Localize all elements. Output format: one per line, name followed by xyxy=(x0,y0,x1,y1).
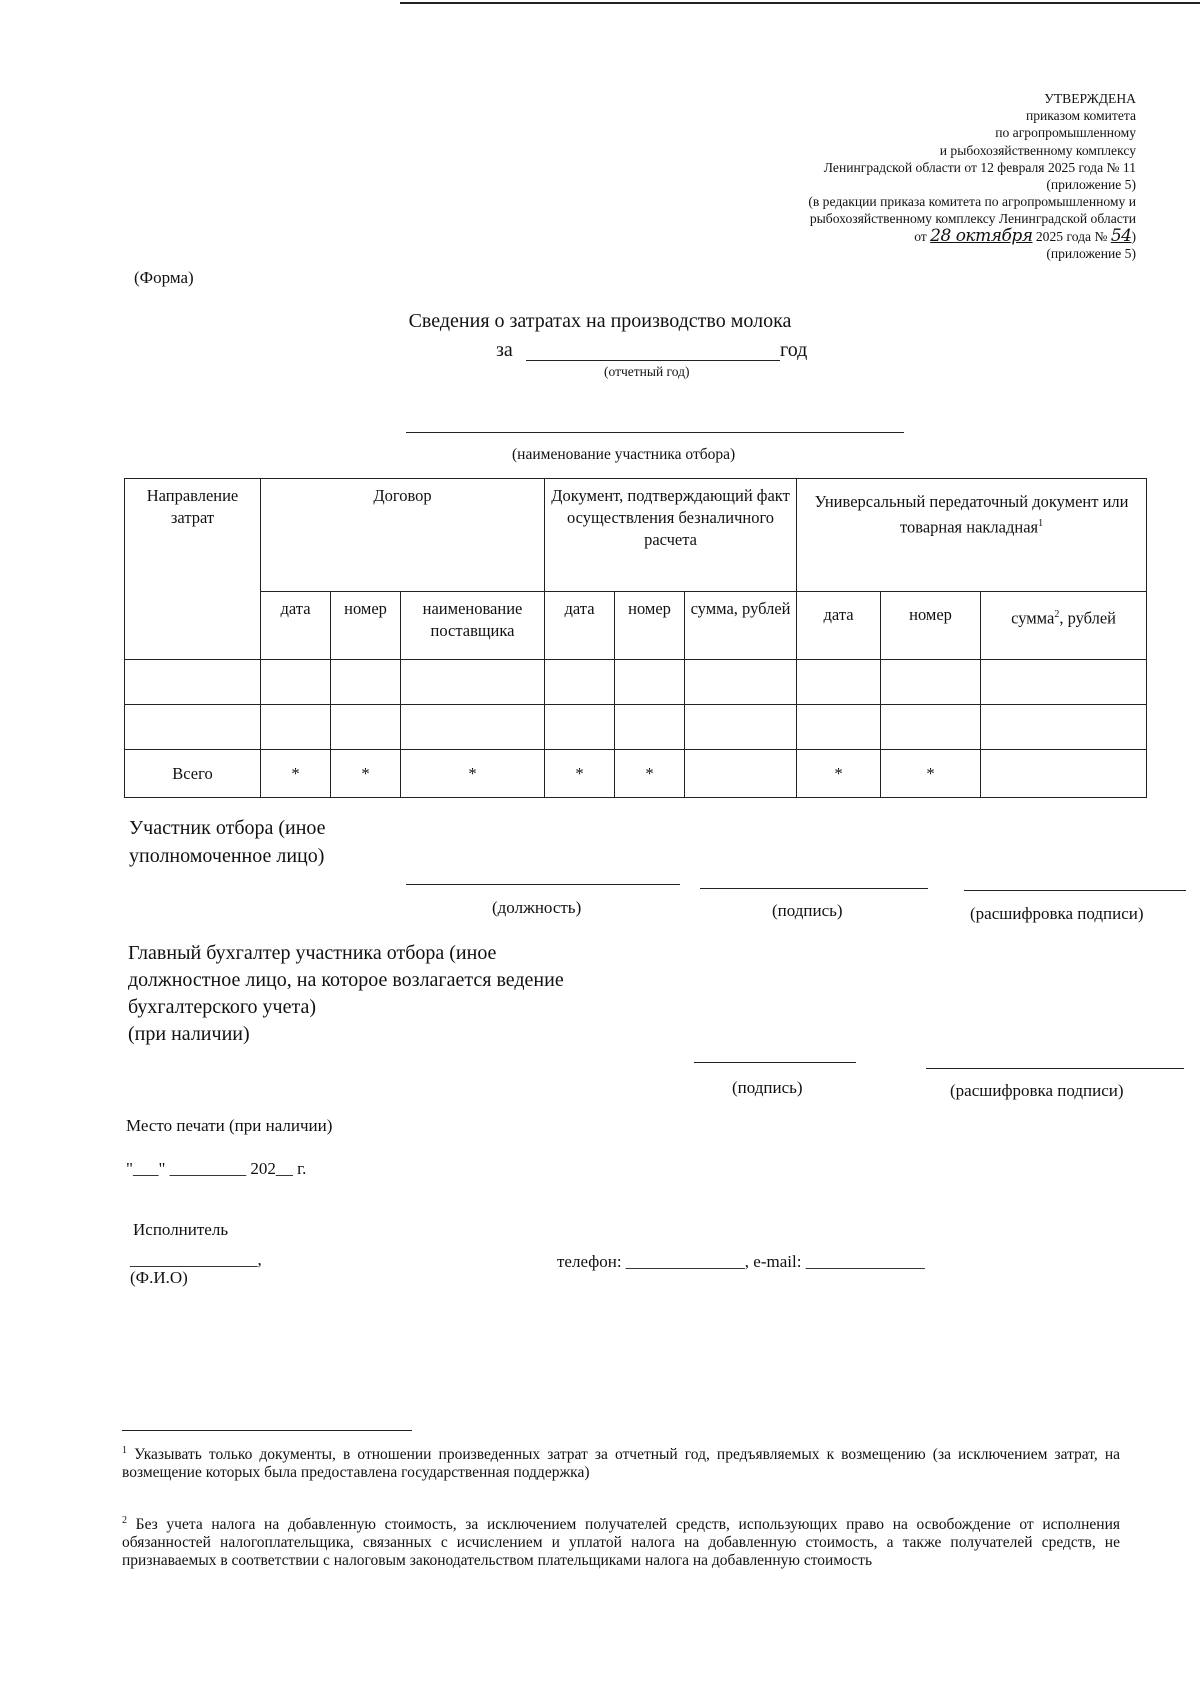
total-cell[interactable] xyxy=(981,750,1147,798)
accountant-label-3: бухгалтерского учета) xyxy=(128,996,317,1018)
participant-label-2: уполномоченное лицо) xyxy=(129,845,325,867)
accountant-signature-line xyxy=(694,1062,856,1063)
approval-date-line xyxy=(576,225,1136,246)
accountant-label-2: должностное лицо, на которое возлагается ведение xyxy=(128,969,564,991)
form-label: (Форма) xyxy=(134,268,194,287)
total-cell: * xyxy=(545,750,615,798)
subheader-row xyxy=(125,592,1147,660)
header-upd xyxy=(797,479,1147,592)
sub-contract-number: номер xyxy=(331,592,401,660)
table-cell[interactable] xyxy=(981,660,1147,705)
header-upd-text: Универсальный передаточный документ или товарная накладная xyxy=(814,492,1129,537)
accountant-label-1: Главный бухгалтер участника отбора (иное xyxy=(128,942,497,964)
approval-line-8: рыбохозяйственному комплексу Ленинградской области xyxy=(809,211,1136,227)
table-cell[interactable] xyxy=(685,705,797,750)
total-cell: * xyxy=(331,750,401,798)
approval-line-4: и рыбохозяйственному комплексу xyxy=(939,142,1136,158)
position-caption: (должность) xyxy=(492,898,582,917)
sub-payment-number: номер xyxy=(615,592,685,660)
footnote-ref-2: 2 xyxy=(1054,609,1060,620)
decryption-line xyxy=(964,890,1186,891)
approval-ot: от xyxy=(914,228,927,244)
accountant-decryption-line xyxy=(926,1068,1184,1069)
total-cell: * xyxy=(261,750,331,798)
header-contract: Договор xyxy=(261,479,545,592)
footnote-2 xyxy=(122,1512,1120,1570)
executor-label: Исполнитель xyxy=(133,1220,229,1239)
fio-caption: (Ф.И.О) xyxy=(130,1268,188,1287)
approval-block xyxy=(576,90,1136,262)
footnote-ref-1: 1 xyxy=(1038,518,1044,529)
table-cell[interactable] xyxy=(261,660,331,705)
table-cell[interactable] xyxy=(125,705,261,750)
signature-line xyxy=(700,888,928,889)
table-cell[interactable] xyxy=(331,660,401,705)
table-cell[interactable] xyxy=(797,660,881,705)
participant-caption: (наименование участника отбора) xyxy=(512,446,736,463)
footnote-2-mark: 2 xyxy=(122,1515,127,1526)
total-cell: * xyxy=(401,750,545,798)
sub-payment-sum: сумма, рублей xyxy=(685,592,797,660)
decryption-caption: (расшифровка подписи) xyxy=(970,904,1144,923)
handwritten-date: 28 октября xyxy=(930,225,1033,246)
signature-caption: (подпись) xyxy=(772,901,843,920)
table-cell[interactable] xyxy=(545,660,615,705)
accountant-label-4: (при наличии) xyxy=(128,1023,250,1045)
executor-name-line: _______________, xyxy=(130,1250,262,1269)
approval-close-paren: ) xyxy=(1131,228,1136,244)
total-cell: * xyxy=(881,750,981,798)
sub-contract-date: дата xyxy=(261,592,331,660)
sub-upd-sum-unit: , рублей xyxy=(1059,608,1117,628)
approval-line-7: (в редакции приказа комитета по агропромышленному и xyxy=(808,194,1136,210)
table-cell[interactable] xyxy=(881,660,981,705)
stamp-place: Место печати (при наличии) xyxy=(126,1116,333,1135)
table-cell[interactable] xyxy=(401,705,545,750)
header-direction: Направление затрат xyxy=(125,479,261,660)
total-cell: * xyxy=(797,750,881,798)
executor-contacts: телефон: ______________, e-mail: ______________ xyxy=(557,1252,925,1271)
participant-label-1: Участник отбора (иное xyxy=(129,817,326,839)
table-cell[interactable] xyxy=(331,705,401,750)
sub-upd-sum xyxy=(981,592,1147,660)
approval-year-number: 2025 года № xyxy=(1035,228,1108,244)
footnote-separator xyxy=(122,1430,412,1431)
title-god: год xyxy=(780,339,808,361)
table-cell[interactable] xyxy=(685,660,797,705)
approval-last-line: (приложение 5) xyxy=(1046,245,1136,261)
footnote-2-text: Без учета налога на добавленную стоимость, за исключением получателей средств, использующих право на освобождение от исполнения обязанностей налогоплательщика, связанных с исчислением и уплатой налога на добавленную стоимость, а также получателей средств, не признаваемых в соответствии с налоговым законодательством плательщиками налога на добавленную стоимость xyxy=(122,1516,1120,1570)
table-cell[interactable] xyxy=(981,705,1147,750)
sub-supplier-name: наименование поставщика xyxy=(401,592,545,660)
table-cell[interactable] xyxy=(881,705,981,750)
year-caption: (отчетный год) xyxy=(604,364,690,379)
table-cell[interactable] xyxy=(261,705,331,750)
footnote-1-mark: 1 xyxy=(122,1445,127,1456)
accountant-signature-caption: (подпись) xyxy=(732,1078,803,1097)
total-row xyxy=(125,750,1147,798)
page-title: Сведения о затратах на производство молока xyxy=(408,310,792,332)
table-cell[interactable] xyxy=(545,705,615,750)
footnote-1 xyxy=(122,1442,1120,1482)
approval-line-6: (приложение 5) xyxy=(1046,177,1136,193)
costs-table xyxy=(124,478,1147,798)
sub-upd-sum-text: сумма xyxy=(1011,608,1055,628)
approval-line-2: приказом комитета xyxy=(1025,108,1136,124)
sub-payment-date: дата xyxy=(545,592,615,660)
table-cell[interactable] xyxy=(615,705,685,750)
participant-name-line xyxy=(406,432,904,433)
year-field-line xyxy=(526,360,780,361)
accountant-decryption-caption: (расшифровка подписи) xyxy=(950,1081,1124,1100)
table-cell[interactable] xyxy=(401,660,545,705)
header-payment-doc: Документ, подтверждающий факт осуществления безналичного расчета xyxy=(545,479,797,592)
sub-upd-date: дата xyxy=(797,592,881,660)
table-row xyxy=(125,660,1147,705)
approval-line-5: Ленинградской области от 12 февраля 2025 года № 11 xyxy=(823,159,1136,175)
title-za: за xyxy=(496,339,513,361)
position-line xyxy=(406,884,680,885)
approval-line-3: по агропромышленному xyxy=(995,125,1136,141)
table-row xyxy=(125,705,1147,750)
table-cell[interactable] xyxy=(125,660,261,705)
date-line: "___" _________ 202__ г. xyxy=(126,1159,307,1178)
table-cell[interactable] xyxy=(797,705,881,750)
header-row xyxy=(125,479,1147,592)
total-label: Всего xyxy=(125,750,261,798)
table-cell[interactable] xyxy=(615,660,685,705)
handwritten-number: 54 xyxy=(1110,225,1132,246)
footnote-1-text: Указывать только документы, в отношении произведенных затрат за отчетный год, предъявляемых к возмещению (за исключением затрат, на возмещение которых была предоставлена государственная поддержка) xyxy=(122,1446,1120,1482)
total-cell[interactable] xyxy=(685,750,797,798)
scan-top-line xyxy=(400,2,1200,4)
total-cell: * xyxy=(615,750,685,798)
sub-upd-number: номер xyxy=(881,592,981,660)
approval-line-1: УТВЕРЖДЕНА xyxy=(1044,91,1136,106)
